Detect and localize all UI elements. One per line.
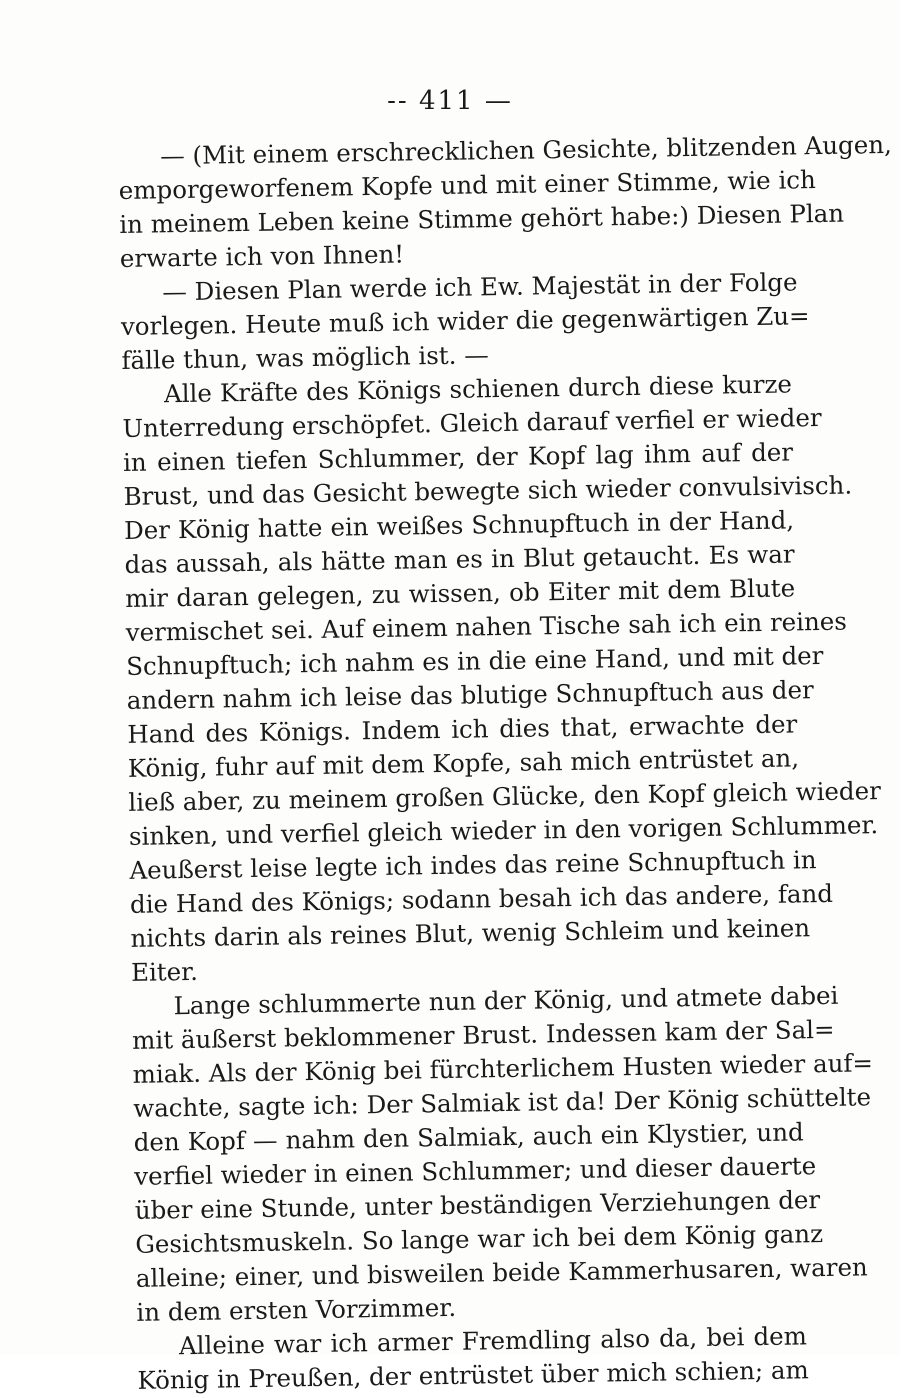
text-line: den Kopf — nahm den Salmiak, auch ein Klystier, und [133,1117,804,1157]
text-line: vermischet sei. Auf einem nahen Tische sah ich ein reines [125,606,848,647]
text-line: die Hand des Königs; sodann besah ich das andere, fand [129,878,834,919]
text-line: wachte, sagte ich: Der Salmiak ist da! Der König schüttelte [132,1082,872,1123]
text-line: Unterredung erschöpfet. Gleich darauf verfiel er wieder [122,402,822,443]
text-line: König, fuhr auf mit dem Kopfe, sah mich entrüstet an, [127,743,800,783]
text-line: fälle thun, was möglich ist. — [121,340,489,375]
text-line: nichts darin als reines Blut, wenig Schleim und keinen [130,913,811,953]
body-text [118,129,892,1397]
text-line: vorlegen. Heute muß ich wider die gegenwärtigen Zu= [120,301,810,341]
text-line: in meinem Leben keine Stimme gehört habe:) Diesen Plan [119,198,845,239]
text-line: Gesichtsmuskeln. So lange war ich bei dem König ganz [135,1219,824,1259]
text-line: miak. Als der König bei fürchterlichem Husten wieder auf= [132,1048,874,1089]
text-line: mir daran gelegen, zu wissen, ob Eiter mit dem Blute [124,573,796,613]
text-line: Der König hatte ein weißes Schnupftuch in der Hand, [123,505,795,545]
text-line: Brust, und das Gesicht bewegte sich wieder convulsivisch. [123,470,853,511]
text-line: in einen tiefen Schlummer, der Kopf lag ihm auf der [122,437,794,477]
text-line: König in Preußen, der entrüstet über mich schien; am [137,1355,809,1395]
text-line: in dem ersten Vorzimmer. [136,1292,457,1327]
text-line: Alleine war ich armer Fremdling also da, bei dem [178,1321,808,1361]
text-line: — Diesen Plan werde ich Ew. Majestät in der Folge [162,267,798,307]
page-number: -- 411 — [387,86,513,116]
text-line: alleine; einer, und bisweilen beide Kammerhusaren, waren [135,1252,868,1293]
text-line: Alle Kräfte des Königs schienen durch diese kurze [163,369,793,409]
text-line: emporgeworfenem Kopfe und mit einer Stimme, wie ich [118,165,817,205]
text-line: Eiter. [130,956,199,987]
text-line: verfiel wieder in einen Schlummer; und dieser dauerte [134,1151,817,1191]
text-line: mit äußerst beklommener Brust. Indessen kam der Sal= [131,1014,835,1055]
text-line: Hand des Königs. Indem ich dies that, erwachte der [127,709,798,749]
text-line: ließ aber, zu meinem großen Glücke, den Kopf gleich wieder [128,776,882,817]
text-line: Lange schlummerte nun der König, und atmete dabei [173,980,839,1021]
text-line: Aeußerst leise legte ich indes das reine Schnupftuch in [129,845,817,885]
text-line: — (Mit einem erschrecklichen Gesichte, blitzenden Augen, [160,129,892,171]
text-line: sinken, und verfiel gleich wieder in den vorigen Schlummer. [128,810,879,851]
text-line: Schnupftuch; ich nahm es in die eine Hand, und mit der [126,640,824,681]
text-line: erwarte ich von Ihnen! [119,239,405,273]
text-line: andern nahm ich leise das blutige Schnupftuch aus der [126,675,814,715]
text-line: das aussah, als hätte man es in Blut getaucht. Es war [124,539,795,579]
text-line: über eine Stunde, unter beständigen Verziehungen der [134,1185,821,1225]
